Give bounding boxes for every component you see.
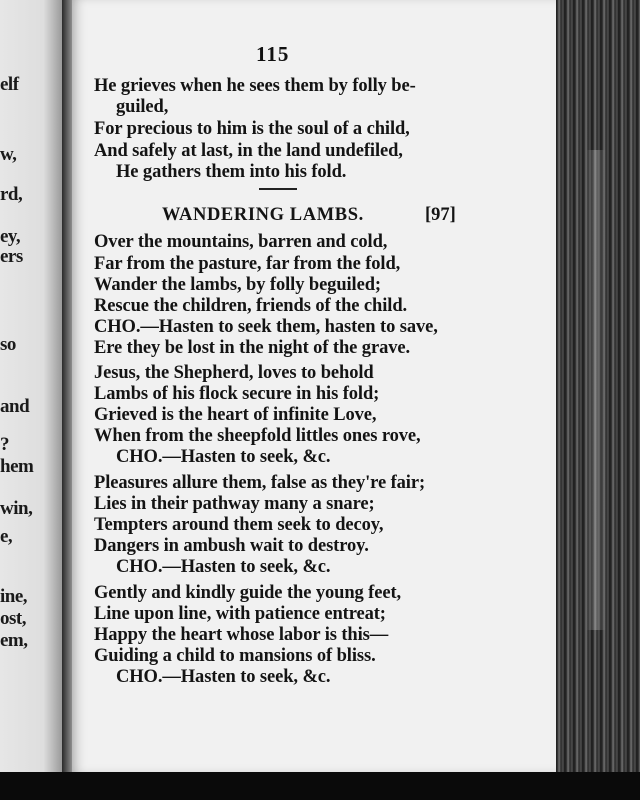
left-fragment: ey,	[0, 226, 21, 247]
verse-line: And safely at last, in the land undefiled,	[94, 141, 403, 161]
chorus-line: CHO.—Hasten to seek, &c.	[116, 557, 331, 577]
left-fragment: w,	[0, 144, 17, 165]
verse-line: Tempters around them seek to decoy,	[94, 515, 384, 535]
verse-line: Rescue the children, friends of the child.	[94, 296, 408, 316]
hymn-number: [97]	[425, 205, 456, 225]
verse-line: Grieved is the heart of infinite Love,	[94, 405, 377, 425]
chorus-line: CHO.—Hasten to seek, &c.	[116, 447, 331, 467]
verse-line: He grieves when he sees them by folly be-	[94, 76, 416, 96]
left-fragment: em,	[0, 630, 28, 651]
verse-line: Wander the lambs, by folly beguiled;	[94, 275, 381, 295]
verse-line: Lies in their pathway many a snare;	[94, 494, 375, 514]
verse-line: Guiding a child to mansions of bliss.	[94, 646, 376, 666]
left-fragment: e,	[0, 526, 13, 547]
verse-line: Gently and kindly guide the young feet,	[94, 583, 402, 603]
page-edges	[556, 0, 640, 780]
verse-line: Lambs of his flock secure in his fold;	[94, 384, 380, 404]
scan-border	[0, 772, 640, 800]
page-number: 115	[256, 42, 290, 66]
verse-line: When from the sheepfold littles ones rove,	[94, 426, 421, 446]
chorus-line: CHO.—Hasten to seek them, hasten to save,	[94, 317, 438, 337]
verse-line: Over the mountains, barren and cold,	[94, 232, 388, 252]
left-fragment: ?	[0, 434, 9, 455]
hymn-title: WANDERING LAMBS.	[162, 205, 364, 225]
section-divider	[259, 188, 297, 190]
verse-line: Dangers in ambush wait to destroy.	[94, 536, 369, 556]
left-fragment: ost,	[0, 608, 26, 629]
verse-line: Line upon line, with patience entreat;	[94, 604, 386, 624]
left-fragment: win,	[0, 498, 33, 519]
verse-line: For precious to him is the soul of a child,	[94, 119, 410, 139]
verse-line: Jesus, the Shepherd, loves to behold	[94, 363, 374, 383]
left-page-edge	[0, 0, 62, 775]
verse-line: guiled,	[116, 97, 169, 117]
left-fragment: elf	[0, 74, 19, 95]
left-fragment: ers	[0, 246, 23, 267]
verse-line: Far from the pasture, far from the fold,	[94, 254, 401, 274]
verse-line: He gathers them into his fold.	[116, 162, 347, 182]
verse-line: Happy the heart whose labor is this—	[94, 625, 389, 645]
verse-line: Pleasures allure them, false as they're fair;	[94, 473, 426, 493]
chorus-line: Ere they be lost in the night of the grave.	[94, 338, 410, 358]
left-fragment: and	[0, 396, 30, 417]
left-fragment: ine,	[0, 586, 28, 607]
left-fragment: hem	[0, 456, 34, 477]
chorus-line: CHO.—Hasten to seek, &c.	[116, 667, 331, 687]
left-fragment: so	[0, 334, 16, 355]
left-fragment: rd,	[0, 184, 23, 205]
